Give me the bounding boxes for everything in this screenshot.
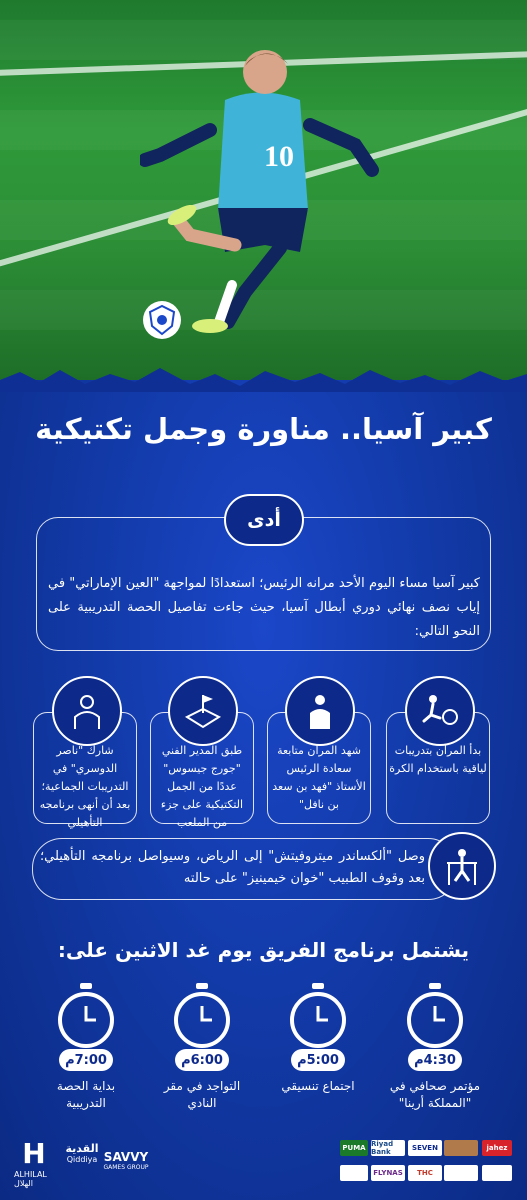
spectator-icon (285, 676, 355, 746)
time-pill: 5:00م (291, 1049, 345, 1071)
card-tactics-text: طبق المدير الفني "جورج جيسوس" عددًا من الجمل التكتيكية على جزء من الملعب (160, 744, 244, 829)
schedule-label: اجتماع تنسيقي (281, 1079, 355, 1093)
sponsor-logo (444, 1165, 478, 1181)
player-icon (52, 676, 122, 746)
sponsor-logo: PUMA (340, 1140, 368, 1156)
clock-icon (172, 982, 232, 1048)
tactics-icon (168, 676, 238, 746)
sponsor-logo: THC (408, 1165, 442, 1181)
clock-icon (288, 982, 348, 1048)
footer (0, 1128, 527, 1200)
time-pill: 7:00م (59, 1049, 113, 1071)
clock-icon (56, 982, 116, 1048)
sponsor-logo (482, 1165, 512, 1181)
hero-photo (0, 0, 527, 380)
kick-icon (405, 676, 475, 746)
intro-text: كبير آسيا مساء اليوم الأحد مرانه الرئيس؛ استعدادًا لمواجهة "العين الإماراتي" في إياب نصف نهائي دوري أبطال آسيا، حيث جاءت تفاصيل الحصة التدريبية على النحو التالي: (48, 576, 480, 639)
clock-icon (405, 982, 465, 1048)
sponsor-logo: FLYNAS (371, 1165, 405, 1181)
sponsor-logo: SEVEN (408, 1140, 442, 1156)
card-player-text: شارك "ناصر الدوسري" في التدريبات الجماعية؛ بعد أن أنهى برنامجه التأهيلي (39, 744, 131, 829)
card-president-text: شهد المران متابعة سعادة الرئيس الأستاذ "فهد بن سعد بن نافل" (272, 744, 366, 811)
sponsor-logo: Riyad Bank (371, 1140, 405, 1156)
sponsor-logo (340, 1165, 368, 1181)
card-warmup-text: بدأ المران بتدريبات لياقية باستخدام الكرة (389, 744, 487, 775)
schedule-title: يشتمل برنامج الفريق يوم غد الاثنين على: (57, 938, 470, 962)
rehab-icon (428, 832, 496, 900)
sponsor-logo (444, 1140, 478, 1156)
schedule-label: بداية الحصة التدريبية (56, 1079, 116, 1110)
rehab-text: وصل "ألكساندر ميتروفيتش" إلى الرياض، وسيواصل برنامجه التأهيلي؛ بعد وقوف الطبيب "خوان خيمينيز" على حالته (40, 849, 425, 886)
schedule-label: مؤتمر صحافي في "المملكة أرينا" (389, 1079, 481, 1110)
alhilal-logo: H ALHILAL الهلال (14, 1137, 47, 1188)
time-pill: 6:00م (175, 1049, 229, 1071)
intro-badge: أدى (224, 494, 304, 546)
shirt-number: 10 (264, 140, 294, 173)
qiddiya-logo: القدية Qiddiya (65, 1142, 99, 1164)
savvy-logo: SAVVY GAMES GROUP (103, 1150, 149, 1171)
schedule-label: التواجد في مقر النادي (163, 1079, 241, 1110)
football-icon (142, 300, 182, 340)
time-pill: 4:30م (408, 1049, 462, 1071)
page-title: كبير آسيا.. مناورة وجمل تكتيكية (35, 412, 492, 446)
sponsor-logo: jahez (482, 1140, 512, 1156)
torn-edge (0, 362, 527, 392)
player-illustration (140, 30, 380, 340)
